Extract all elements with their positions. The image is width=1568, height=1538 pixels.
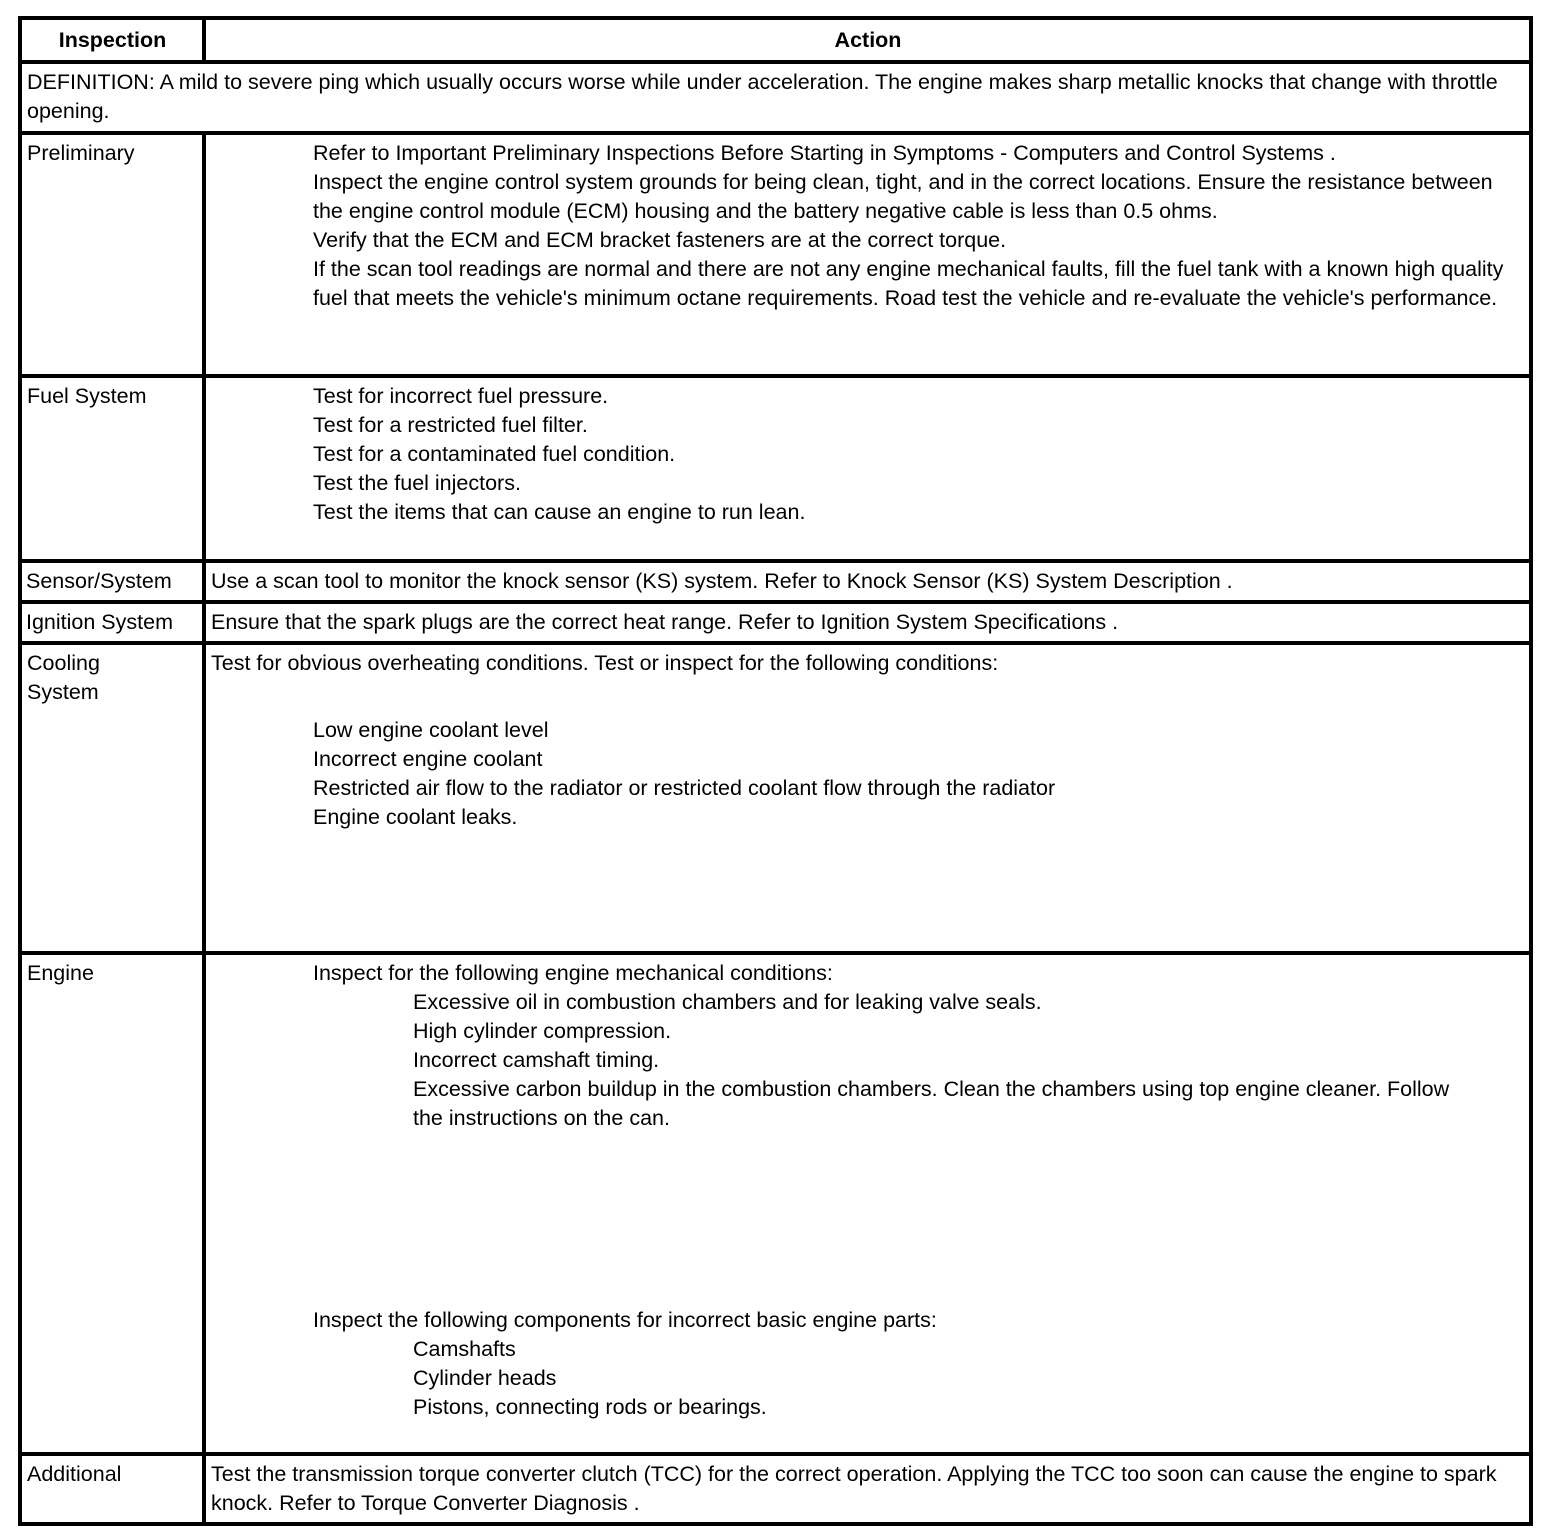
row-preliminary: [20, 133, 1531, 376]
list-item: If the scan tool readings are normal and there are not any engine mechanical faults, fill the fuel tank with a known high quality fuel that meets the vehicle's minimum octane requirements. Road test the vehicle and re-evaluate the vehicle's performance.: [313, 257, 1504, 310]
list-item: Engine coolant leaks.: [313, 805, 518, 829]
list-item: Test the fuel injectors.: [313, 471, 521, 495]
action-ignition-system: Ensure that the spark plugs are the correct heat range. Refer to Ignition System Specifications .: [204, 602, 1531, 643]
engine-intro-1: Inspect for the following engine mechanical conditions:: [313, 961, 833, 985]
row-cooling-system: [20, 643, 1531, 953]
row-engine: [20, 953, 1531, 1454]
action-sensor-system: Use a scan tool to monitor the knock sensor (KS) system. Refer to Knock Sensor (KS) System Description .: [204, 561, 1531, 602]
engine-intro-2: Inspect the following components for incorrect basic engine parts:: [313, 1308, 937, 1332]
list-item: Camshafts: [413, 1337, 516, 1361]
list-item: Test the items that can cause an engine to run lean.: [313, 500, 806, 524]
list-item: Cylinder heads: [413, 1366, 557, 1390]
list-item: Incorrect engine coolant: [313, 747, 543, 771]
list-item: Low engine coolant level: [313, 718, 549, 742]
label-preliminary: Preliminary: [20, 133, 204, 376]
list-item: Excessive carbon buildup in the combustion chambers. Clean the chambers using top engine cleaner. Follow the instructions on the can.: [413, 1077, 1450, 1130]
row-additional: [20, 1454, 1531, 1524]
action-cooling-system: [204, 643, 1531, 953]
row-fuel-system: [20, 376, 1531, 561]
list-item: Verify that the ECM and ECM bracket fasteners are at the correct torque.: [313, 228, 1007, 252]
list-item: Test for incorrect fuel pressure.: [313, 384, 609, 408]
label-sensor-system: Sensor/System: [20, 561, 204, 602]
header-inspection: Inspection: [20, 18, 204, 62]
label-fuel-system: Fuel System: [20, 376, 204, 561]
list-item: Incorrect camshaft timing.: [413, 1048, 660, 1072]
header-action: Action: [204, 18, 1531, 62]
action-engine: [204, 953, 1531, 1454]
spacer: [211, 678, 1525, 716]
list-item: Test for a restricted fuel filter.: [313, 413, 588, 437]
row-ignition-system: [20, 602, 1531, 643]
definition-text: DEFINITION: A mild to severe ping which usually occurs worse while under acceleration. The engine makes sharp metallic knocks that change with throttle opening.: [20, 62, 1531, 133]
list-item: Pistons, connecting rods or bearings.: [413, 1395, 767, 1419]
list-item: High cylinder compression.: [413, 1019, 672, 1043]
label-cooling-system: Cooling System: [20, 643, 204, 953]
inspection-table: [18, 16, 1533, 1526]
header-row: [20, 18, 1531, 62]
list-item: Excessive oil in combustion chambers and for leaking valve seals.: [413, 990, 1042, 1014]
action-preliminary: [204, 133, 1531, 376]
label-engine: Engine: [20, 953, 204, 1454]
action-fuel-system: [204, 376, 1531, 561]
definition-row: [20, 62, 1531, 133]
list-item: Test for a contaminated fuel condition.: [313, 442, 676, 466]
action-additional: Test the transmission torque converter clutch (TCC) for the correct operation. Applying the TCC too soon can cause the engine to spark knock. Refer to Torque Converter Diagnosis .: [204, 1454, 1531, 1524]
spacer: [211, 1133, 1525, 1306]
list-item: Inspect the engine control system grounds for being clean, tight, and in the correct locations. Ensure the resistance between the engine control module (ECM) housing and the battery negative cable is less than 0.5 ohms.: [313, 170, 1493, 223]
list-item: Refer to Important Preliminary Inspections Before Starting in Symptoms - Computers and Control Systems .: [313, 141, 1336, 165]
label-additional: Additional: [20, 1454, 204, 1524]
list-item: Restricted air flow to the radiator or restricted coolant flow through the radiator: [313, 776, 1056, 800]
row-sensor-system: [20, 561, 1531, 602]
cooling-intro: Test for obvious overheating conditions. Test or inspect for the following conditions:: [211, 651, 999, 675]
label-ignition-system: Ignition System: [20, 602, 204, 643]
